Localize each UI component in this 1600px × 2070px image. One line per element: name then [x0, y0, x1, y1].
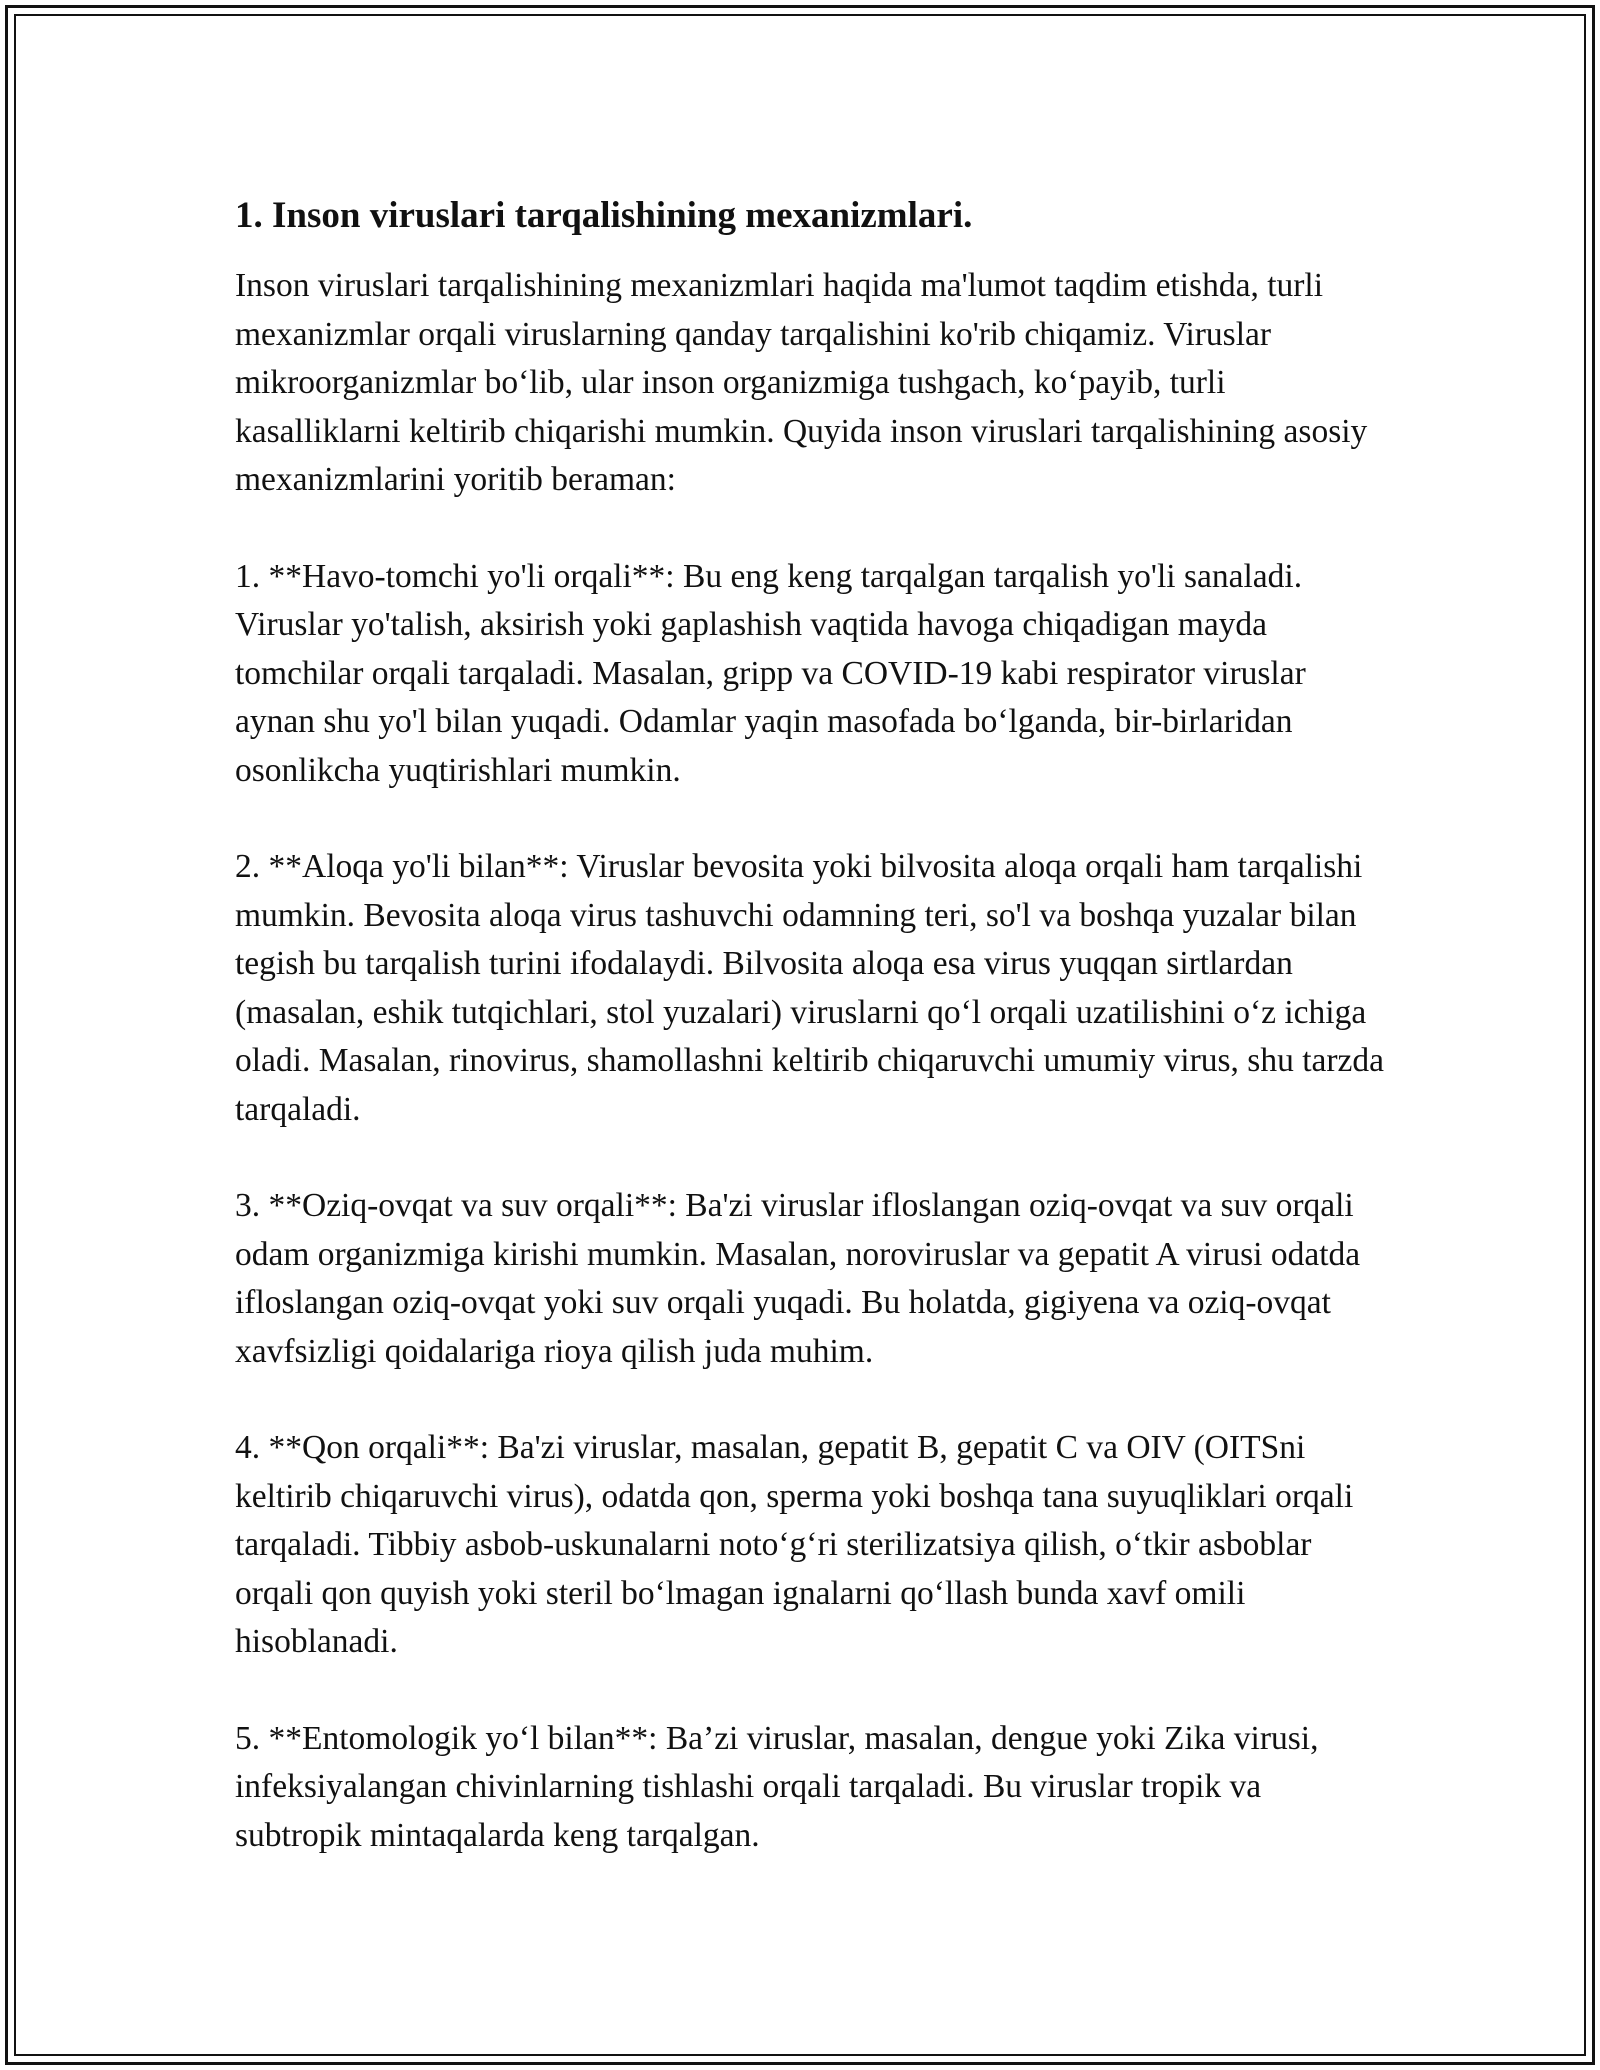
paragraph-airborne: 1. **Havo-tomchi yo'li orqali**: Bu eng keng tarqalgan tarqalish yo'li sanaladi. Viruslar yo'talish, aksirish yoki gaplashish vaqtida havoga chiqadigan mayda tomchilar orqali tarqaladi. Masalan, gripp va COVID-19 kabi respirator viruslar aynan shu yo'l bilan yuqadi. Odamlar yaqin masofada bo‘lganda, bir-birlaridan osonlikcha yuqtirishlari mumkin.	[235, 557, 1306, 789]
document-body	[235, 190, 1385, 1860]
section-heading: 1. Inson viruslari tarqalishining mexanizmlari.	[235, 195, 973, 236]
paragraph-vector: 5. **Entomologik yo‘l bilan**: Ba’zi viruslar, masalan, dengue yoki Zika virusi, infeksiyalangan chivinlarning tishlashi orqali tarqaladi. Bu viruslar tropik va subtropik mintaqalarda keng tarqalgan.	[235, 1719, 1319, 1854]
paragraph-food-water: 3. **Oziq-ovqat va suv orqali**: Ba'zi viruslar ifloslangan oziq-ovqat va suv orqali odam organizmiga kirishi mumkin. Masalan, noroviruslar va gepatit A virusi odatda ifloslangan oziq-ovqat yoki suv orqali yuqadi. Bu holatda, gigiyena va oziq-ovqat xavfsizligi qoidalariga rioya qilish juda muhim.	[235, 1187, 1361, 1370]
paragraph-contact: 2. **Aloqa yo'li bilan**: Viruslar bevosita yoki bilvosita aloqa orqali ham tarqalishi mumkin. Bevosita aloqa virus tashuvchi odamning teri, so'l va boshqa yuzalar bilan tegish bu tarqalish turini ifodalaydi. Bilvosita aloqa esa virus yuqqan sirtlardan (masalan, eshik tutqichlari, stol yuzalari) viruslarni qo‘l orqali uzatilishini o‘z ichiga oladi. Masalan, rinovirus, shamollashni keltirib chiqaruvchi umumiy virus, shu tarzda tarqaladi.	[235, 848, 1385, 1128]
paragraph-blood: 4. **Qon orqali**: Ba'zi viruslar, masalan, gepatit B, gepatit C va OIV (OITSni keltirib chiqaruvchi virus), odatda qon, sperma yoki boshqa tana suyuqliklari orqali tarqaladi. Tibbiy asbob-uskunalarni noto‘g‘ri sterilizatsiya qilish, o‘tkir asboblar orqali qon quyish yoki steril bo‘lmagan ignalarni qo‘llash bunda xavf omili hisoblanadi.	[235, 1429, 1354, 1660]
intro-paragraph: Inson viruslari tarqalishining mexanizmlari haqida ma'lumot taqdim etishda, turli mexanizmlar orqali viruslarning qanday tarqalishini ko'rib chiqamiz. Viruslar mikroorganizmlar bo‘lib, ular inson organizmiga tushgach, ko‘payib, turli kasalliklarni keltirib chiqarishi mumkin. Quyida inson viruslari tarqalishining asosiy mexanizmlarini yoritib beraman:	[235, 267, 1368, 498]
